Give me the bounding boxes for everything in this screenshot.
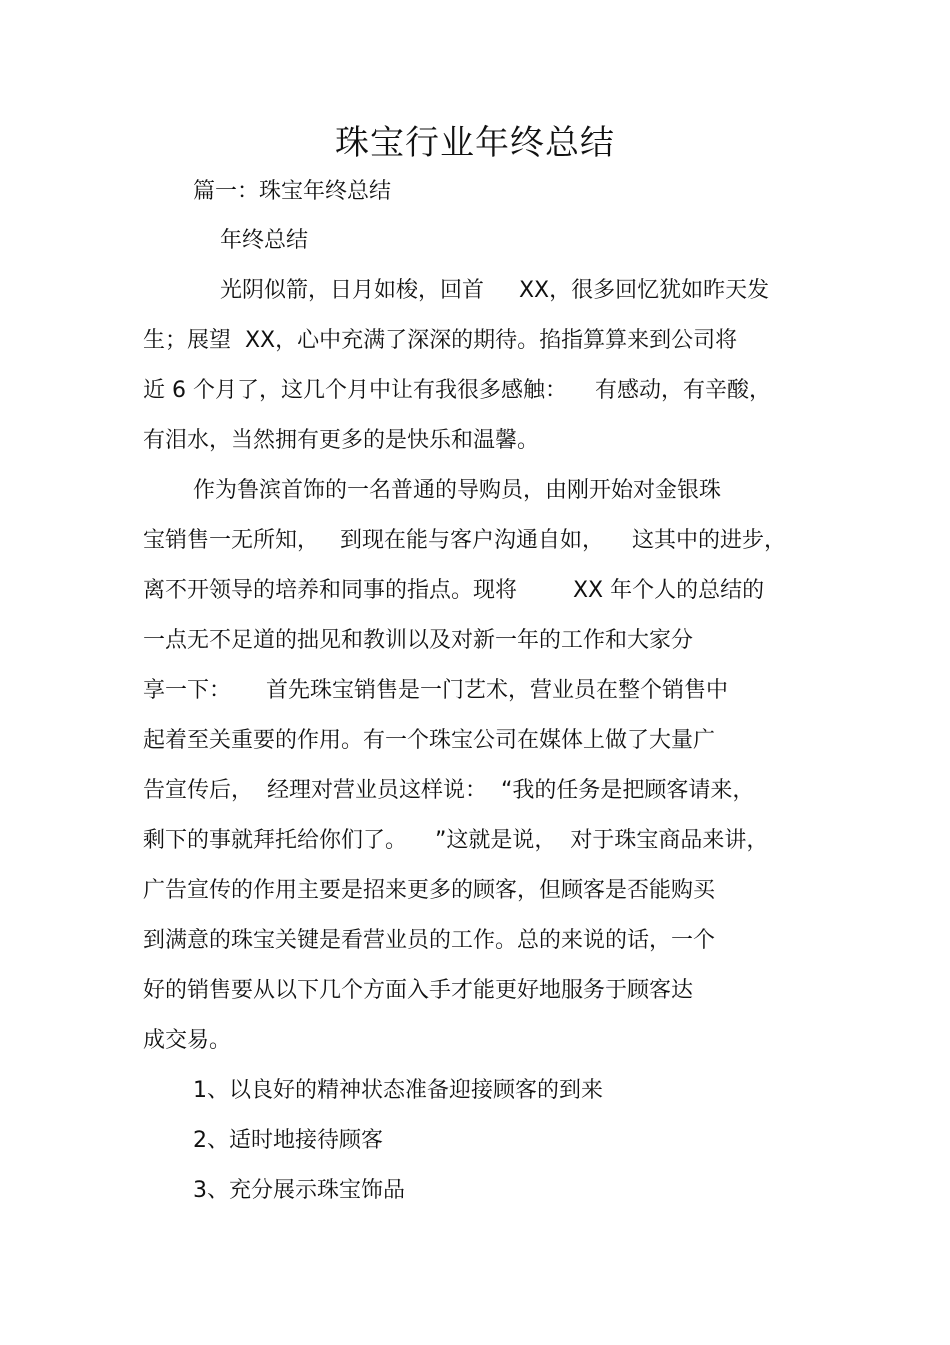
list-item: 2、适时地接待顾客 <box>193 1128 383 1153</box>
paragraph-line: 到满意的珠宝关键是看营业员的工作。总的来说的话，一个 <box>143 928 716 953</box>
paragraph-line: 告宣传后， 经理对营业员这样说： “我的任务是把顾客请来， <box>143 778 755 803</box>
paragraph-line: 享一下： 首先珠宝销售是一门艺术，营业员在整个销售中 <box>143 678 728 703</box>
paragraph-line: 一点无不足道的拙见和教训以及对新一年的工作和大家分 <box>143 628 694 653</box>
paragraph-line: 好的销售要从以下几个方面入手才能更好地服务于顾客达 <box>143 978 694 1003</box>
paragraph-line: 近 6 个月了，这几个月中让有我很多感触： 有感动，有辛酸， <box>143 378 771 403</box>
paragraph-line: 起着至关重要的作用。有一个珠宝公司在媒体上做了大量广 <box>143 728 716 753</box>
paragraph-line: 离不开领导的培养和同事的指点。现将 XX 年个人的总结的 <box>143 578 765 603</box>
paragraph-line: 剩下的事就拜托给你们了。 ”这就是说， 对于珠宝商品来讲， <box>143 828 769 853</box>
paragraph-line: 光阴似箭，日月如梭，回首 XX，很多回忆犹如昨天发 <box>220 278 770 303</box>
paragraph-line: 宝销售一无所知， 到现在能与客户沟通自如， 这其中的进步， <box>143 528 786 553</box>
paragraph-line: 生；展望 XX，心中充满了深深的期待。掐指算算来到公司将 <box>143 328 738 353</box>
paragraph-line: 广告宣传的作用主要是招来更多的顾客，但顾客是否能购买 <box>143 878 716 903</box>
section-heading: 篇一：珠宝年终总结 <box>193 179 392 204</box>
paragraph-line: 成交易。 <box>143 1028 232 1053</box>
list-item: 1、以良好的精神状态准备迎接顾客的到来 <box>193 1078 603 1103</box>
document-title: 珠宝行业年终总结 <box>335 123 615 163</box>
sub-heading: 年终总结 <box>220 228 309 253</box>
paragraph-line: 有泪水，当然拥有更多的是快乐和温馨。 <box>143 428 540 453</box>
paragraph-line: 作为鲁滨首饰的一名普通的导购员，由刚开始对金银珠 <box>193 478 722 503</box>
list-item: 3、充分展示珠宝饰品 <box>193 1178 405 1203</box>
